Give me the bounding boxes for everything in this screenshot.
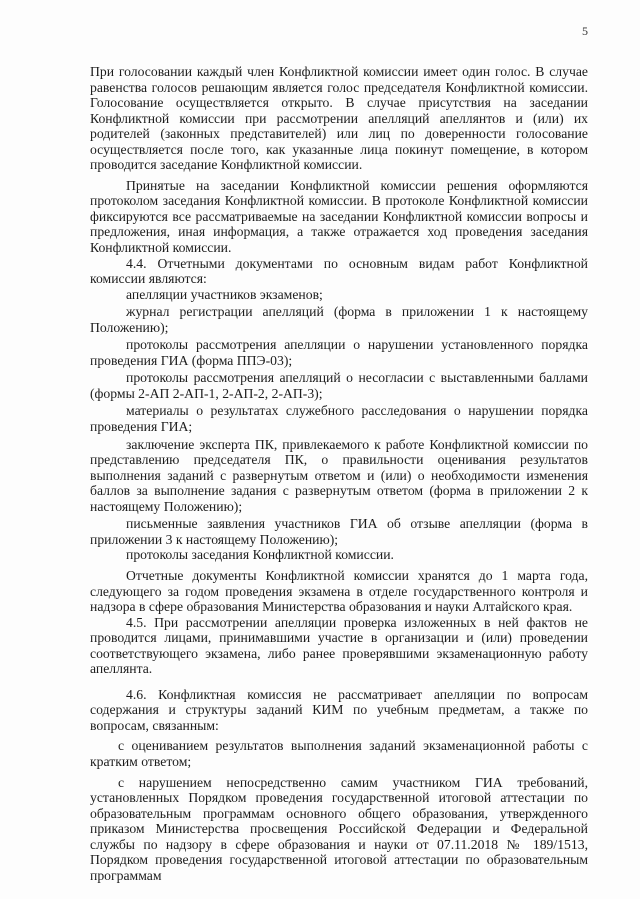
paragraph-4-6: 4.6. Конфликтная комиссия не рассматривает апелляции по вопросам содержания и структуры заданий КИМ по учебным предметам, а также по вопросам, связанным:	[90, 686, 588, 733]
list-item-violation: с нарушением непосредственно самим участником ГИА требований, установленных Порядком проведения государственной итоговой аттестации по образовательным программам основного общего образования, утвержденного приказом Министерства просвещения Российской Федерации и Федеральной службы по надзору в сфере образования и науки от 07.11.2018 № 189/1513, Порядком проведения государственной итоговой аттестации по образовательным программам	[90, 774, 588, 883]
paragraph-4-4: 4.4. Отчетными документами по основным видам работ Конфликтной комиссии являются:	[90, 255, 588, 287]
list-item-2ap: протоколы рассмотрения апелляций о несогласии с выставленными баллами (формы 2-АП 2-АП-1, 2-АП-2, 2-АП-3);	[90, 370, 588, 401]
page-number: 5	[582, 24, 588, 38]
paragraph-4-5: 4.5. При рассмотрении апелляции проверка изложенных в ней фактов не проводится лицами, принимавшими участие в организации и (или) проведении соответствующего экзамена, либо ранее проверявшими экзаменационную работу апеллянта.	[90, 614, 588, 677]
list-item-appeals: апелляции участников экзаменов;	[126, 286, 323, 302]
list-item-short-answer: с оцениванием результатов выполнения заданий экзаменационной работы с кратким ответом;	[90, 738, 588, 769]
list-item-ppe03: протоколы рассмотрения апелляции о нарушении установленного порядка проведения ГИА (форма ППЭ-03);	[90, 337, 588, 368]
list-item-investigation: материалы о результатах служебного расследования о нарушении порядка проведения ГИА;	[90, 403, 588, 435]
paragraph-protocol: Принятые на заседании Конфликтной комиссии решения оформляются протоколом заседания Конфликтной комиссии. В протоколе Конфликтной комиссии фиксируются все рассматриваемые на заседании Конфликтной комиссии вопросы и предложения, иная информация, а также отражается ход проведения заседания Конфликтной комиссии.	[90, 177, 588, 256]
list-item-withdrawal: письменные заявления участников ГИА об отзыве апелляции (форма в приложении 3 к настоящему Положению);	[90, 516, 588, 547]
list-item-journal: журнал регистрации апелляций (форма в приложении 1 к настоящему Положению);	[90, 304, 588, 335]
document-body	[90, 64, 588, 883]
paragraph-voting: При голосовании каждый член Конфликтной комиссии имеет один голос. В случае равенства голосов решающим является голос председателя Конфликтной комиссии. Голосование осуществляется открыто. В случае присутствия на заседании Конфликтной комиссии при рассмотрении апелляций апеллянтов и (или) их родителей (законных представителей) или лиц по доверенности голосование осуществляется после того, как указанные лица покинут помещение, в котором проводится заседание Конфликтной комиссии.	[90, 64, 588, 173]
list-item-minutes: протоколы заседания Конфликтной комиссии.	[126, 547, 394, 563]
paragraph-storage: Отчетные документы Конфликтной комиссии хранятся до 1 марта года, следующего за годом проведения экзамена в отделе государственного контроля и надзора в сфере образования Министерства образования и науки Алтайского края.	[90, 567, 588, 615]
list-item-expert: заключение эксперта ПК, привлекаемого к работе Конфликтной комиссии по представлению председателя ПК, о правильности оценивания результатов выполнения заданий с развернутым ответом и (или) о необходимости изменения баллов за выполнение задания с развернутым ответом (форма в приложении 2 к настоящему Положению);	[90, 436, 588, 514]
